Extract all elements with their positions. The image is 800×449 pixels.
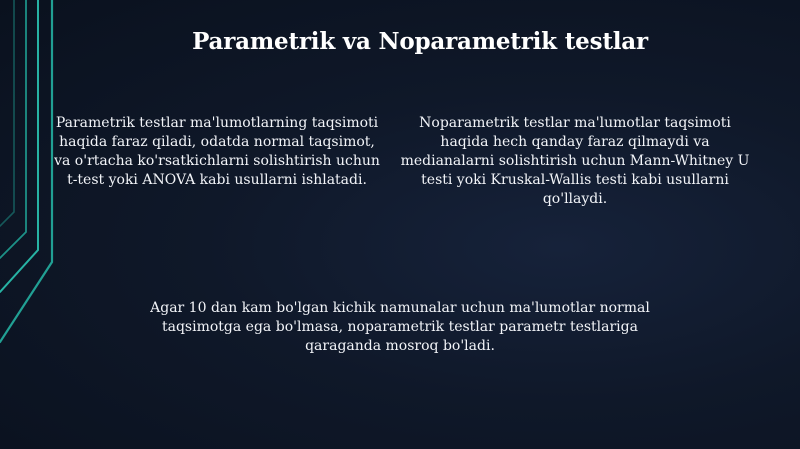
- nonparametric-description: Noparametrik testlar ma'lumotlar taqsimoti haqida hech qanday faraz qilmaydi va medianalarni solishtirish uchun Mann-Whitney U testi yoki Kruskal-Wallis testi kabi usullarni qo'llaydi.: [400, 115, 750, 207]
- small-sample-note: Agar 10 dan kam bo'lgan kichik namunalar uchun ma'lumotlar normal taqsimotga ega bo'lmasa, noparametrik testlar parametr testlariga qaraganda mosroq bo'ladi.: [150, 300, 650, 354]
- slide-title: Parametrik va Noparametrik testlar: [192, 28, 648, 55]
- parametric-description: Parametrik testlar ma'lumotlarning taqsimoti haqida faraz qiladi, odatda normal taqsimot, va o'rtacha ko'rsatkichlarni solishtirish uchun t-test yoki ANOVA kabi usullarni ishlatadi.: [54, 115, 380, 188]
